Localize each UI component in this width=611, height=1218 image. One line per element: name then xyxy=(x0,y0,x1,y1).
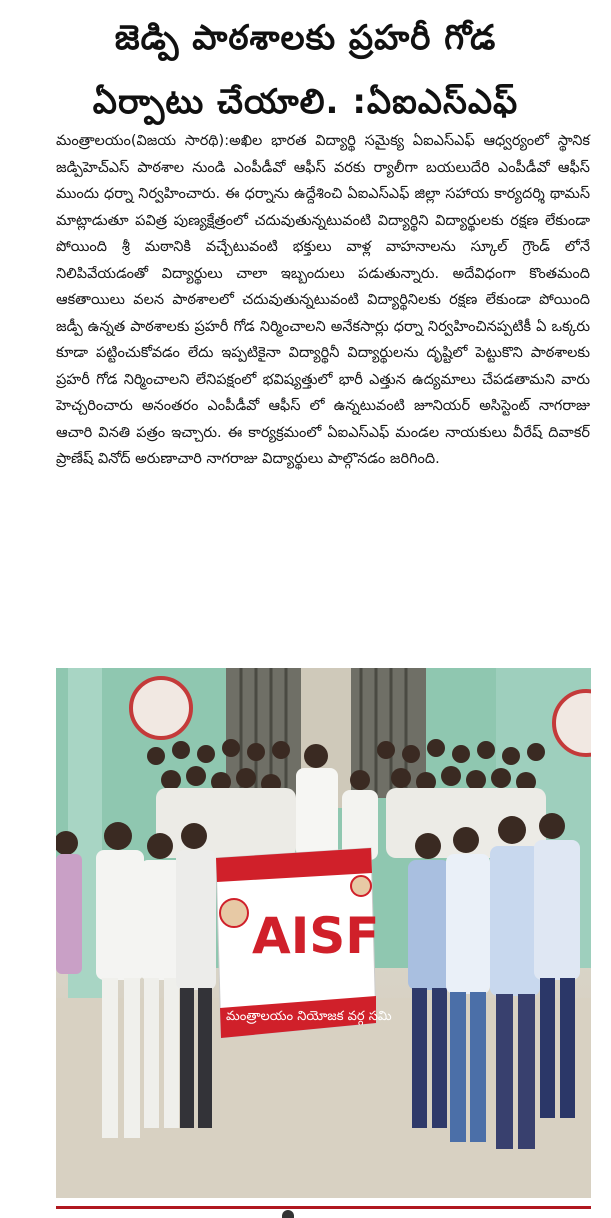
headline-line-1: జెడ్పి పాఠశాలకు ప్రహరీ గోడ xyxy=(114,18,497,58)
page-marker xyxy=(282,1210,294,1218)
adult-body xyxy=(296,768,338,858)
news-photo xyxy=(56,668,591,1198)
headline-line-2: ఏర్పాటు చేయాలి. :ఏఐఎస్ఎఫ్ xyxy=(92,82,519,122)
bottom-rule xyxy=(56,1206,591,1209)
article-body: మంత్రాలయం(విజయ సారథి):అఖిల భారత విద్యార్థి సమైక్య ఏఐఎస్ఎఫ్ ఆధ్వర్యంలో స్థానిక జడ్పిహెచ్ఎస్ పాఠశాల నుండి ఎంపీడీవో ఆఫీస్ వరకు ర్యాలీగా బయలుదేరి ఎంపీడీవో ఆఫీస్ ముందు ధర్నా నిర్వహించారు. ఈ ధర్నాను ఉద్దేశించి ఏఐఎస్ఎఫ్ జిల్లా సహాయ కార్యదర్శి థామస్ మాట్లాడుతూ పవిత్ర పుణ్యక్షేత్రంలో చదువుతున్నటువంటి విద్యార్థిని విద్యార్థులకు రక్షణ లేకుండా పోయింది శ్రీ మఠానికి వచ్చేటువంటి భక్తులు వాళ్ల వాహనాలను స్కూల్ గ్రౌండ్ లోనే నిలిపివేయడంతో విద్యార్థులు చాలా ఇబ్బందులు పడుతున్నారు. అదేవిధంగా కొంతమంది ఆకతాయిలు వలన పాఠశాలలో చదువుతున్నటువంటి విద్యార్థినిలకు రక్షణ లేకుండా పోయింది జడ్పీ ఉన్నత పాఠశాలకు ప్రహరీ గోడ నిర్మించాలని అనేకసార్లు ధర్నా నిర్వహించినప్పటికీ ఏ ఒక్కరు కూడా పట్టించుకోవడం లేదు ఇప్పటికైనా విద్యార్థినీ విద్యార్థులను దృష్టిలో పెట్టుకొని పాఠశాలకు ప్రహరీ గోడ నిర్మించాలని లేనిపక్షంలో భవిష్యత్తులో భారీ ఎత్తున ఉద్యమాలు చేపడతామని వారు హెచ్చరించారు అనంతరం ఎంపీడీవో ఆఫీస్ లో ఉన్నటువంటి జూనియర్ అసిస్టెంట్ నాగరాజు ఆచారి వినతి పత్రం ఇచ్చారు. ఈ కార్యక్రమంలో ఏఐఎస్ఎఫ్ మండల నాయకులు వీరేష్ దివాకర్ ప్రాణేష్ వినోద్ అరుణాచారి నాగరాజు విద్యార్థులు పాల్గొనడం జరిగింది. xyxy=(56,133,590,467)
headline xyxy=(0,6,611,134)
banner-title: AISF xyxy=(252,907,380,965)
banner-subtitle: మంత్రాలయం నియోజక వర్గ సమి xyxy=(226,1009,392,1024)
group-photo-illustration xyxy=(56,668,591,1198)
adult-head xyxy=(304,744,328,768)
aisf-banner xyxy=(216,848,392,1038)
wall-emblem-left xyxy=(131,678,191,738)
